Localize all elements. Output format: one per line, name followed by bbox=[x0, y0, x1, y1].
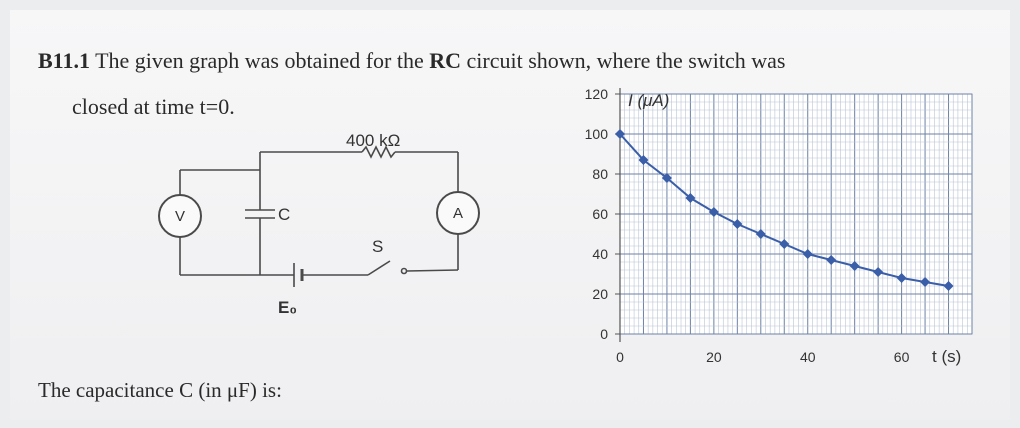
current-time-graph bbox=[556, 80, 996, 380]
question-text-part-2: circuit shown, where the switch was bbox=[461, 48, 786, 73]
question-number: B11.1 bbox=[38, 48, 90, 73]
ammeter-label: A bbox=[452, 205, 464, 222]
voltmeter-label: V bbox=[174, 208, 186, 225]
capacitance-prompt: The capacitance C (in μF) is: bbox=[38, 378, 282, 402]
y-tick-label: 0 bbox=[600, 326, 608, 342]
x-tick-label: 0 bbox=[616, 349, 624, 365]
x-tick-label: 60 bbox=[893, 349, 910, 365]
resistor-label: 400 kΩ bbox=[346, 131, 401, 150]
y-axis-label: I (μA) bbox=[628, 91, 670, 110]
rc-circuit-diagram bbox=[140, 120, 490, 335]
y-tick-label: 100 bbox=[584, 126, 608, 142]
x-axis-label: t (s) bbox=[932, 347, 962, 366]
switch-contact bbox=[402, 269, 407, 274]
switch-blade bbox=[368, 261, 390, 275]
y-tick-label: 60 bbox=[592, 206, 608, 222]
x-tick-label: 40 bbox=[799, 349, 816, 365]
question-text-part-1: The given graph was obtained for the bbox=[89, 48, 430, 73]
y-tick-label: 80 bbox=[592, 166, 608, 182]
y-tick-label: 40 bbox=[592, 246, 608, 262]
switch-label: S bbox=[372, 237, 384, 256]
y-tick-label: 20 bbox=[592, 286, 608, 302]
x-tick-label: 20 bbox=[706, 349, 722, 365]
y-tick-label: 120 bbox=[584, 86, 608, 102]
capacitor-label: C bbox=[278, 205, 291, 224]
graph-axes bbox=[615, 88, 620, 342]
rc-term: RC bbox=[429, 48, 462, 73]
wire bbox=[407, 270, 458, 271]
graph-grid bbox=[620, 94, 972, 334]
question-text-line-2: closed at time t=0. bbox=[72, 94, 235, 119]
question-text-line-1 bbox=[38, 48, 785, 74]
battery-label: E₀ bbox=[278, 298, 298, 317]
